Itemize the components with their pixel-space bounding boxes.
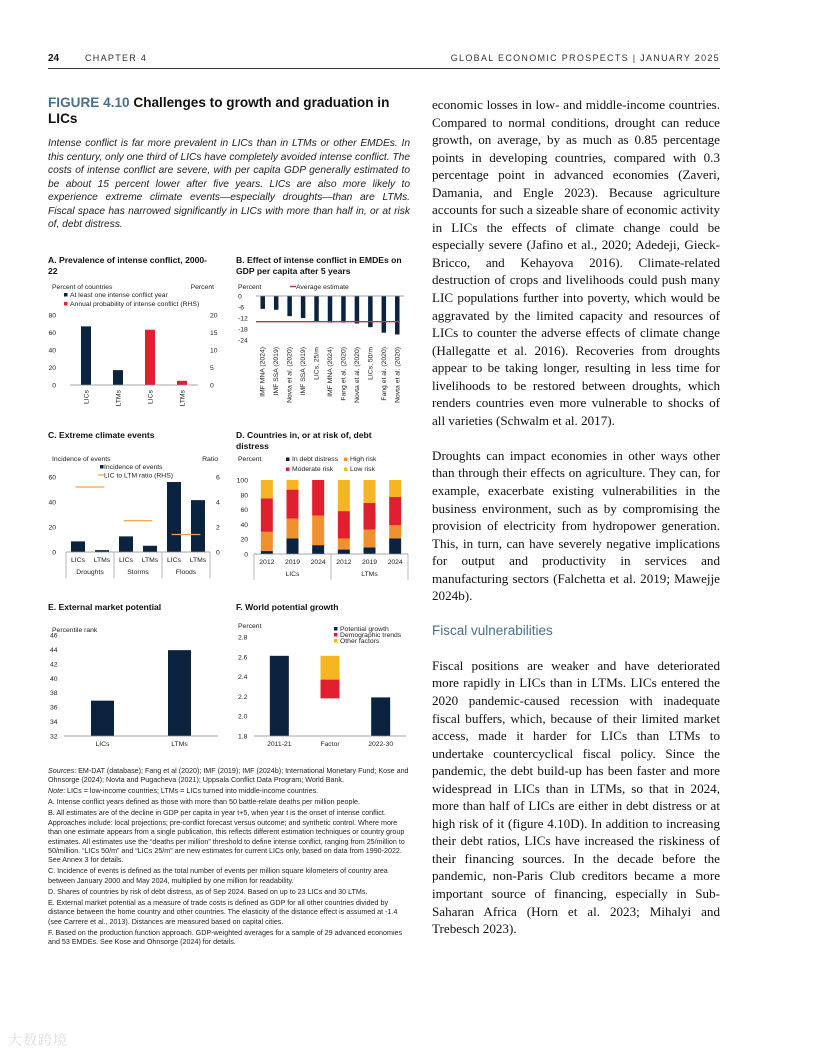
bar [119, 536, 133, 552]
y-axis-label-right: Percent [190, 284, 214, 291]
x-tick-label: Novta et al. (2020) [353, 347, 361, 403]
bar-segment [261, 551, 273, 554]
panel-f-title: F. World potential growth [236, 602, 339, 612]
bar [355, 296, 360, 324]
bar [143, 546, 157, 552]
x-tick-label: IMF MNA (2024) [327, 347, 334, 397]
x-tick-label: Novta et al. (2020) [286, 347, 294, 403]
y-tick-label: 40 [50, 675, 58, 683]
y-tick-label-right: 5 [210, 365, 214, 372]
body-paragraph: economic losses in low- and middle-income countries. Compared to normal conditions, drought can reduce growth, on average, by as much as 0.85 percentage points in developing countries, compared with 0.3 percentage point in advanced economies (Zaveri, Damania, and Engle 2023). Because agriculture accounts for such a sizeable share of economic activity in LICs the effects of climate change could be especially severe (Jafino et al., 2020; Adedeji, Gieck-Bricco, and Kehayova 2016). Climate-related destruction of crops and livelihoods could push many LIC populations further into poverty, which would be aggravated by the limited capacity and resources of LICs to counter the adverse effects of climate change (Hallegatte et al. 2016). Recoveries from droughts appear to be taking longer, resulting in less time for livelihoods to be restored between droughts, which renders countries even more vulnerable to shocks of all varieties (Schwalm et al. 2017). [432, 97, 720, 428]
panel-e-chart [48, 602, 228, 757]
legend-label: In debt distress [292, 456, 339, 463]
x-tick-label: 2011-21 [267, 741, 292, 748]
x-tick-label: LICs [119, 557, 133, 564]
figure-header [48, 95, 410, 232]
group-label: Droughts [76, 569, 104, 576]
legend-label: High risk [350, 456, 377, 463]
y-tick-label: 60 [48, 474, 56, 482]
legend-swatch [64, 293, 68, 297]
y-axis-label: Percent [238, 623, 262, 630]
panel-d [236, 430, 416, 590]
x-tick-label: LICs [95, 741, 110, 748]
legend-label: Average estimate [296, 284, 349, 291]
bar [191, 500, 205, 552]
bar [71, 541, 85, 552]
legend-label: LIC to LTM ratio (RHS) [104, 472, 173, 480]
bar [145, 330, 155, 385]
note-e: E. External market potential as a measure of trade costs is defined as GDP for all other countries divided by distance between the home country and other countries. The elasticity of the distance effect is assumed at -1.4 (see Carrere et al., 2013). Distances are measured based on capital cities. [48, 898, 398, 926]
bar [395, 296, 400, 335]
panel-c-chart [48, 430, 228, 590]
bar [177, 381, 187, 385]
y-tick-label-right: 20 [210, 312, 218, 320]
panel-b-chart [236, 255, 416, 415]
bar-segment [338, 538, 350, 549]
x-tick-label: LICs [167, 557, 181, 564]
bar-segment [312, 516, 324, 546]
bar [260, 296, 265, 309]
legend-label: Moderate risk [292, 466, 334, 473]
panel-a-chart [48, 255, 228, 415]
note-label: Note [48, 787, 64, 796]
bar-segment [261, 499, 273, 532]
sources-text: : EM-DAT (database); Fang et al (2020); IMF (2019); IMF (2024b); International Monetary Fund; Kose and Ohnsorge (2024); Novta and Pugacheva (2021); Uppsala Conflict Data Program; World Bank. [48, 767, 409, 785]
y-tick-label: 42 [50, 661, 58, 669]
y-tick-label-right: 4 [216, 499, 220, 507]
group-label: Storms [127, 569, 149, 576]
legend-swatch [286, 458, 290, 462]
note-c: C. Incidence of events is defined as the total number of events per million square kilometers of country area between January 2000 and May 2024, multiplied by one million for readability. [48, 867, 388, 885]
bar-segment [389, 480, 401, 497]
chapter-label: CHAPTER 4 [85, 53, 148, 63]
legend-label: Incidence of events [104, 464, 163, 471]
legend-swatch [64, 302, 68, 306]
bar-segment [389, 497, 401, 525]
panel-a-title: A. Prevalence of intense conflict, 2000-22 [48, 255, 208, 276]
bar [314, 296, 319, 322]
y-tick-label-right: 0 [216, 549, 220, 557]
bar [371, 697, 390, 736]
y-tick-label: 40 [48, 499, 56, 507]
x-tick-label: LTMs [179, 390, 187, 407]
x-tick-label: Fang et al. (2020) [380, 347, 388, 401]
panel-d-title: D. Countries in, or at risk of, debt distress [236, 430, 372, 451]
bar [287, 296, 292, 316]
x-tick-label: IMF SSA (2019) [273, 347, 281, 396]
bar-segment [338, 480, 350, 511]
x-tick-label: 2022-30 [368, 741, 394, 748]
y-tick-label: 60 [48, 330, 56, 337]
legend-swatch [334, 639, 338, 643]
y-tick-label: 0 [244, 551, 248, 559]
bar [382, 296, 387, 333]
y-tick-label: 36 [50, 704, 58, 712]
legend-swatch [334, 633, 338, 637]
y-tick-label-right: 10 [210, 347, 218, 355]
bar [167, 482, 181, 552]
y-tick-label: 0 [238, 293, 242, 301]
legend-label: Potential growth [340, 626, 389, 633]
figure-notes [48, 767, 410, 949]
y-tick-label: 80 [240, 492, 248, 500]
panel-d-chart [236, 430, 416, 590]
bar-segment [312, 545, 324, 554]
legend-label: Low risk [350, 466, 375, 473]
y-tick-label: 100 [236, 477, 248, 485]
bar-segment [389, 525, 401, 538]
bar-segment [287, 538, 299, 554]
y-axis-label: Percent [238, 456, 262, 463]
x-tick-label: IMF SSA (2019) [300, 347, 308, 396]
x-tick-label: Factor [320, 741, 340, 748]
legend-swatch [344, 458, 348, 462]
panel-e-title: E. External market potential [48, 602, 162, 612]
y-tick-label: 20 [48, 524, 56, 532]
panel-c [48, 430, 228, 590]
legend-label: Other factors [340, 638, 380, 645]
x-tick-label: IMF MNA (2024) [259, 347, 267, 397]
bar-segment [389, 538, 401, 554]
bar [341, 296, 346, 323]
x-tick-label: 2012 [259, 559, 275, 566]
y-tick-label: 1.8 [238, 733, 248, 741]
factor-segment [321, 680, 340, 699]
figure-number: FIGURE 4.10 [48, 95, 130, 110]
y-tick-label-right: 6 [216, 474, 220, 482]
note-d: D. Shares of countries by risk of debt distress, as of Sep 2024. Based on up to 23 LICs and 30 LTMs. [48, 887, 368, 896]
x-tick-label: Novta et al. (2020) [394, 347, 402, 403]
y-tick-label-right: 0 [210, 382, 214, 390]
y-tick-label: 60 [240, 507, 248, 515]
note-b: B. All estimates are of the decline in GDP per capita in year t+5, when year t is the onset of intense conflict. Approaches include: local projections; pre-conflict forecast versus outcome; and synthetic control. Where more than one estimate appears from a single publication, this reflects different estimation techniques or country group estimates. All estimates use the “deaths per million” threshold to define intense conflict, ranging from 25/million to 50/million. “LICs 50/m” and “LICs 25/m” are new estimates for current LICs only, based on data from 1990-2022. See Annex 3 for details. [48, 809, 405, 865]
bar [274, 296, 279, 310]
watermark-logo: 大数跨境 [8, 1032, 68, 1048]
note-text: : LICs = low-income countries; LTMs = LICs turned into middle-income countries. [63, 787, 319, 796]
y-tick-label: -18 [238, 326, 248, 334]
legend-swatch [344, 468, 348, 472]
publication-label: GLOBAL ECONOMIC PROSPECTS | JANUARY 2025 [450, 53, 720, 63]
bar-segment [364, 480, 376, 503]
x-tick-label: Fang et al. (2020) [340, 347, 348, 401]
bar-segment [338, 511, 350, 538]
bar [168, 650, 191, 736]
bar-segment [364, 547, 376, 554]
y-tick-label: 0 [52, 549, 56, 557]
bar-segment [261, 532, 273, 551]
panel-f [236, 602, 416, 757]
bar-segment [261, 480, 273, 499]
bar [328, 296, 333, 323]
y-tick-label: 32 [50, 733, 58, 741]
group-label: LICs [285, 571, 300, 578]
y-tick-label: 2.4 [238, 674, 248, 682]
y-tick-label-right: 2 [216, 524, 220, 532]
y-axis-label: Incidence of events [52, 456, 111, 463]
y-tick-label: 44 [50, 646, 58, 654]
y-tick-label: 2.8 [238, 634, 248, 642]
bar [270, 656, 289, 736]
figure-summary: Intense conflict is far more prevalent in LICs than in LTMs or other EMDEs. In this century, only one third of LICs have completely avoided intense conflict. The costs of intense conflict are severe, with per capita GDP generally estimated to be about 15 percent lower after five years. LICs are also more likely to experience extreme climate events—especially droughts—than are LTMs. Fiscal space has narrowed significantly in LICs with more than half in, or at risk of, debt distress. [48, 138, 410, 230]
x-tick-label: LTMs [115, 390, 123, 407]
x-tick-label: LTMs [171, 741, 188, 748]
panel-c-title: C. Extreme climate events [48, 430, 155, 440]
group-label: Floods [175, 569, 197, 576]
body-text-column [432, 96, 720, 955]
bar [81, 326, 91, 385]
sources-note [48, 767, 410, 786]
bar-segment [364, 530, 376, 548]
bar-segment [312, 480, 324, 516]
x-tick-label: 2024 [310, 559, 326, 566]
figure-title [48, 95, 410, 127]
running-head [48, 53, 720, 69]
factor-segment [321, 656, 340, 680]
body-paragraph: Fiscal positions are weaker and have deteriorated more rapidly in LICs than in LTMs. LICs entered the 2020 pandemic-caused recession with inadequate fiscal buffers, which, because of their limited market access, made it harder for LICs than LTMs to undertake countercyclical fiscal policy. Since the pandemic, the debt build-up has been faster and more widespread in LICs than in LTMs, so that in 2024, more than half of LICs are either in debt distress or at high risk of it (figure 4.10D). In addition to increasing their debt ratios, LICs have increased the riskiness of their financing sources. In the decade before the pandemic, non-Paris Club creditors became a more important source of financing, especially in Sub-Saharan Africa (Horn et al. 2023; Mihalyi and Trebesch 2023). [432, 657, 720, 937]
figure-title-text: Challenges to growth and graduation in LICs [48, 95, 390, 126]
bar [113, 370, 123, 385]
sources-label: Sources [48, 767, 75, 775]
x-tick-label: LICs, 50/m [367, 347, 375, 380]
bar [368, 296, 373, 327]
y-tick-label: 40 [240, 521, 248, 529]
body-paragraph: Droughts can impact economies in other ways other than through their effects on agriculture. They can, for example, exacerbate existing vulnerabilities in the business environment, such as by compromising the provision of electricity from hydropower generation. This, in turn, can have severely negative implications for output and productivity in services and manufacturing sectors (Falchetta et al. 2019; Mawejje 2024b). [432, 447, 720, 604]
y-tick-label: 20 [48, 365, 56, 372]
y-tick-label: 2.0 [238, 713, 248, 721]
page-number: 24 [48, 53, 60, 64]
y-tick-label: 2.6 [238, 654, 248, 662]
bar-segment [287, 518, 299, 538]
legend-swatch [334, 627, 338, 631]
section-heading: Fiscal vulnerabilities [432, 623, 553, 639]
y-axis-label: Percent [238, 284, 262, 291]
x-tick-label: 2019 [284, 559, 301, 566]
legend-label: Demographic trends [340, 632, 402, 639]
bar-segment [287, 490, 299, 519]
note-f: F. Based on the production function approach. GDP-weighted averages for a sample of 29 advanced economies and 53 EMDEs. See Kose and Ohnsorge (2024) for details. [48, 928, 403, 947]
y-tick-label: 0 [52, 382, 56, 390]
x-tick-label: LICs [147, 390, 155, 404]
x-tick-label: LICs [83, 390, 91, 404]
x-tick-label: LICs, 25/m [313, 347, 321, 380]
x-tick-label: 2012 [336, 559, 352, 566]
y-tick-label: 2.2 [238, 693, 248, 701]
y-tick-label: -6 [238, 304, 245, 312]
x-tick-label: LTMs [93, 557, 111, 564]
legend-swatch [100, 465, 104, 469]
group-label: LTMs [361, 571, 378, 578]
x-tick-label: LICs [71, 557, 85, 564]
y-tick-label: 20 [240, 536, 248, 544]
y-axis-label-right: Ratio [202, 456, 218, 463]
y-tick-label: 40 [48, 347, 56, 355]
y-tick-label: -24 [238, 337, 248, 345]
panel-a [48, 255, 228, 415]
y-tick-label: 80 [48, 312, 56, 320]
note-a: A. Intense conflict years defined as those with more than 50 battle-relate deaths per million people. [48, 798, 360, 807]
y-axis-label: Percent of countries [52, 284, 113, 291]
bar-segment [287, 480, 299, 490]
x-tick-label: 2024 [387, 559, 403, 566]
y-tick-label-right: 15 [210, 330, 218, 337]
abbrev-note [48, 787, 410, 796]
x-tick-label: LTMs [189, 557, 207, 564]
y-tick-label: 46 [50, 632, 58, 640]
panel-f-chart [236, 602, 416, 757]
legend-label: At least one intense conflict year [70, 292, 168, 299]
bar-segment [338, 550, 350, 554]
panel-b [236, 255, 416, 415]
bar-segment [364, 503, 376, 530]
bar [301, 296, 306, 318]
bar [91, 701, 114, 736]
legend-swatch [286, 468, 290, 472]
y-tick-label: 34 [50, 719, 58, 727]
y-tick-label: -12 [238, 315, 248, 323]
y-tick-label: 38 [50, 690, 58, 698]
x-tick-label: 2019 [361, 559, 378, 566]
legend-label: Annual probability of intense conflict (RHS) [70, 301, 200, 308]
y-axis-label: Percentile rank [52, 627, 98, 634]
x-tick-label: LTMs [141, 557, 159, 564]
panel-b-title: B. Effect of intense conflict in EMDEs on GDP per capita after 5 years [236, 255, 402, 276]
panel-e [48, 602, 228, 757]
